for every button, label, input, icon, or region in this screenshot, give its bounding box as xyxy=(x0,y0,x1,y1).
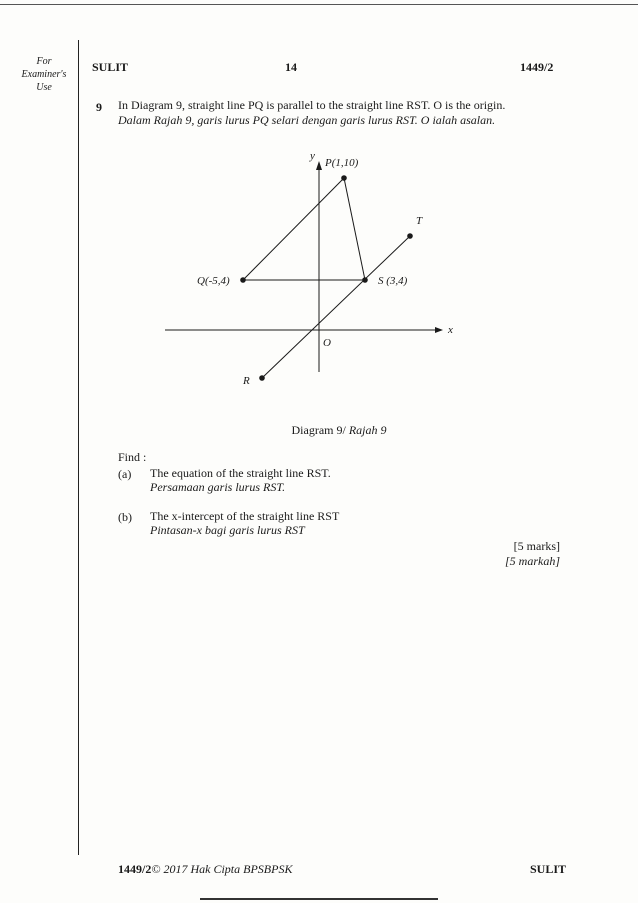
question-text-en: In Diagram 9, straight line PQ is parallel to the straight line RST. O is the origin. xyxy=(118,98,506,112)
marks-en: [5 marks] xyxy=(513,539,560,553)
point-T xyxy=(407,233,413,239)
line-RST xyxy=(262,236,410,378)
label-x-axis: x xyxy=(448,324,453,336)
question-text-ms: Dalam Rajah 9, garis lurus PQ selari dengan garis lurus RST. O ialah asalan. xyxy=(118,113,496,127)
y-axis-arrow-icon xyxy=(316,161,322,170)
examiner-use-line-2: Examiner's xyxy=(21,69,67,80)
bottom-border-line xyxy=(200,898,438,900)
page-number: 14 xyxy=(285,60,297,74)
part-b-text-ms: Pintasan-x bagi garis lurus RST xyxy=(150,523,305,537)
line-PQ xyxy=(243,178,344,280)
label-R: R xyxy=(243,375,250,387)
examiner-use-line-3: Use xyxy=(36,82,52,93)
footer-sulit: SULIT xyxy=(530,862,567,876)
paper-code: 1449/2 xyxy=(520,60,554,74)
part-a-text xyxy=(150,466,331,494)
line-PS xyxy=(344,178,365,280)
part-a-label: (a) xyxy=(118,467,132,481)
point-R xyxy=(259,375,265,381)
label-P: P(1,10) xyxy=(325,157,359,169)
label-y-axis: y xyxy=(310,150,315,162)
x-axis-arrow-icon xyxy=(435,327,443,333)
label-S: S (3,4) xyxy=(378,275,408,287)
examiner-use-line-1: For xyxy=(36,56,52,67)
footer-code: 1449/2 xyxy=(118,862,152,876)
part-b-text xyxy=(150,509,339,537)
caption-ms: Rajah 9 xyxy=(348,423,387,437)
diagram-caption xyxy=(0,423,638,438)
part-b-text-en: The x-intercept of the straight line RST xyxy=(150,509,340,523)
header-sulit: SULIT xyxy=(92,60,129,74)
question-number: 9 xyxy=(96,100,102,114)
marks-ms: [5 markah] xyxy=(504,554,560,568)
label-Q: Q(-5,4) xyxy=(197,275,230,287)
point-P xyxy=(341,175,347,181)
label-T: T xyxy=(416,215,423,227)
caption-en: Diagram 9/ xyxy=(291,423,346,437)
label-origin: O xyxy=(323,337,331,349)
part-b-label: (b) xyxy=(118,510,132,524)
find-label: Find : xyxy=(118,450,147,464)
point-S xyxy=(362,277,368,283)
part-a-text-ms: Persamaan garis lurus RST. xyxy=(150,480,286,494)
point-Q xyxy=(240,277,246,283)
part-a-text-en: The equation of the straight line RST. xyxy=(150,466,331,480)
footer-copyright-text: © 2017 Hak Cipta BPSBPSK xyxy=(151,862,293,876)
footer-copyright xyxy=(118,862,292,877)
